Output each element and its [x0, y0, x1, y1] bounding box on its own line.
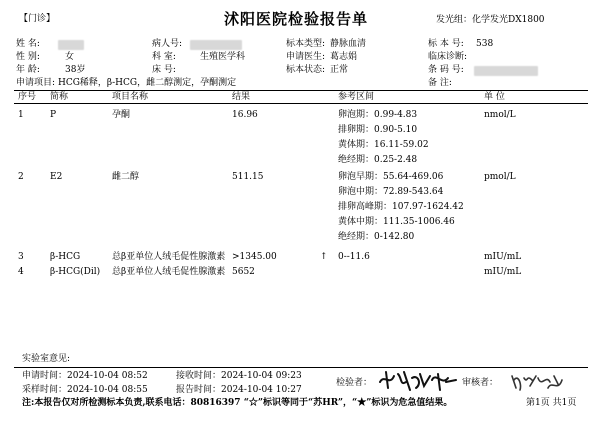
clinic-tag: 【门诊】 [19, 14, 56, 24]
header-rule-bottom [14, 103, 588, 104]
col-unit-header: 单 位 [484, 92, 505, 102]
row-name: 孕酮 [112, 110, 131, 120]
remark-label: 备 注: [428, 78, 452, 88]
row-result: 5652 [232, 267, 255, 277]
sample-status-value: 正常 [330, 65, 349, 75]
row-ref-line: 排卵高峰期：107.97-1624.42 [338, 202, 464, 212]
row-ref-line: 0--11.6 [338, 252, 370, 262]
page-number: 第1页 共1页 [526, 398, 577, 408]
reviewer-label: 审核者： [462, 378, 499, 388]
report-time: 报告时间：2024-10-04 10:27 [176, 385, 302, 395]
row-ref-line: 绝经期：0-142.80 [338, 232, 415, 242]
row-abbr: E2 [50, 172, 63, 182]
col-result-header: 结果 [232, 92, 251, 102]
tester-label: 检验者： [336, 378, 373, 388]
row-abbr: β-HCG [50, 252, 81, 262]
sample-type-value: 静脉血清 [330, 39, 367, 49]
col-seq-header: 序号 [18, 92, 37, 102]
row-name: 总β亚单位人绒毛促性腺激素 [112, 252, 226, 262]
row-unit: nmol/L [484, 110, 516, 120]
row-name: 雌二醇 [112, 172, 140, 182]
col-abbr-header: 简称 [50, 92, 69, 102]
row-ref-line: 卵泡早期：55.64-469.06 [338, 172, 444, 182]
row-ref-line: 绝经期：0.25-2.48 [338, 155, 418, 165]
bed-label: 床 号: [152, 65, 176, 75]
age-label: 年 龄: [16, 65, 40, 75]
row-ref-line: 黄体中期：111.35-1006.46 [338, 217, 455, 227]
row-name: 总β亚单位人绒毛促性腺激素 [112, 267, 226, 277]
report-title: 沭阳医院检验报告单 [224, 10, 369, 28]
row-seq: 2 [18, 172, 24, 182]
sample-status-label: 标本状态: [286, 65, 326, 75]
footer-rule [14, 367, 588, 368]
row-ref-line: 卵泡中期：72.89-543.64 [338, 187, 444, 197]
row-seq: 3 [18, 252, 24, 262]
receive-time: 接收时间：2024-10-04 09:23 [176, 371, 302, 381]
patient-no-label: 病人号: [152, 39, 183, 49]
row-seq: 1 [18, 110, 24, 120]
name-redacted [58, 40, 84, 50]
project-value: HCG稀释，β-HCG，雌二醇测定，孕酮测定 [58, 78, 237, 88]
sex-value: 女 [65, 52, 75, 62]
collect-time: 采样时间：2024-10-04 08:55 [22, 385, 148, 395]
tester-signature-image [376, 368, 460, 392]
row-ref-line: 卵泡期：0.99-4.83 [338, 110, 418, 120]
lab-opinion-label: 实验室意见: [22, 354, 71, 364]
doctor-label: 申请医生: [286, 52, 326, 62]
project-label: 申请项目: [16, 78, 56, 88]
name-label: 姓 名: [16, 39, 40, 49]
sex-label: 性 别: [16, 52, 40, 62]
row-abbr: P [50, 110, 57, 120]
sample-type-label: 标本类型: [286, 39, 326, 49]
row-abbr: β-HCG(Dil) [50, 267, 101, 277]
instrument-group: 发光组：化学发光DX1800 [436, 15, 545, 25]
high-flag-arrow: ↑ [320, 252, 328, 262]
row-ref-line: 排卵期：0.90-5.10 [338, 125, 418, 135]
header-rule-top [14, 90, 588, 91]
row-ref-line: 黄体期：16.11-59.02 [338, 140, 429, 150]
col-name-header: 项目名称 [112, 92, 149, 102]
col-ref-header: 参考区间 [338, 92, 375, 102]
sample-no-label: 标 本 号: [428, 39, 464, 49]
row-unit: mIU/mL [484, 267, 522, 277]
dept-value: 生殖医学科 [200, 52, 246, 62]
apply-time: 申请时间：2024-10-04 08:52 [22, 371, 148, 381]
row-unit: mIU/mL [484, 252, 522, 262]
sample-no-value: 538 [476, 39, 494, 49]
row-result: 511.15 [232, 172, 264, 182]
row-unit: pmol/L [484, 172, 516, 182]
doctor-value: 葛志娟 [330, 52, 358, 62]
disclaimer-note: 注:本报告仅对所检测标本负责,联系电话：80816397 “☆”标识等同于“苏HR”，“★”标识为危急值结果。 [22, 398, 453, 408]
patient-no-redacted [190, 40, 242, 50]
row-result: >1345.00 [232, 252, 277, 262]
diagnosis-label: 临床诊断: [428, 52, 468, 62]
age-value: 38岁 [65, 65, 86, 75]
row-seq: 4 [18, 267, 24, 277]
dept-label: 科 室: [152, 52, 176, 62]
reviewer-signature-image [508, 370, 568, 394]
barcode-label: 条 码 号: [428, 65, 464, 75]
row-result: 16.96 [232, 110, 258, 120]
barcode-redacted [474, 66, 538, 76]
